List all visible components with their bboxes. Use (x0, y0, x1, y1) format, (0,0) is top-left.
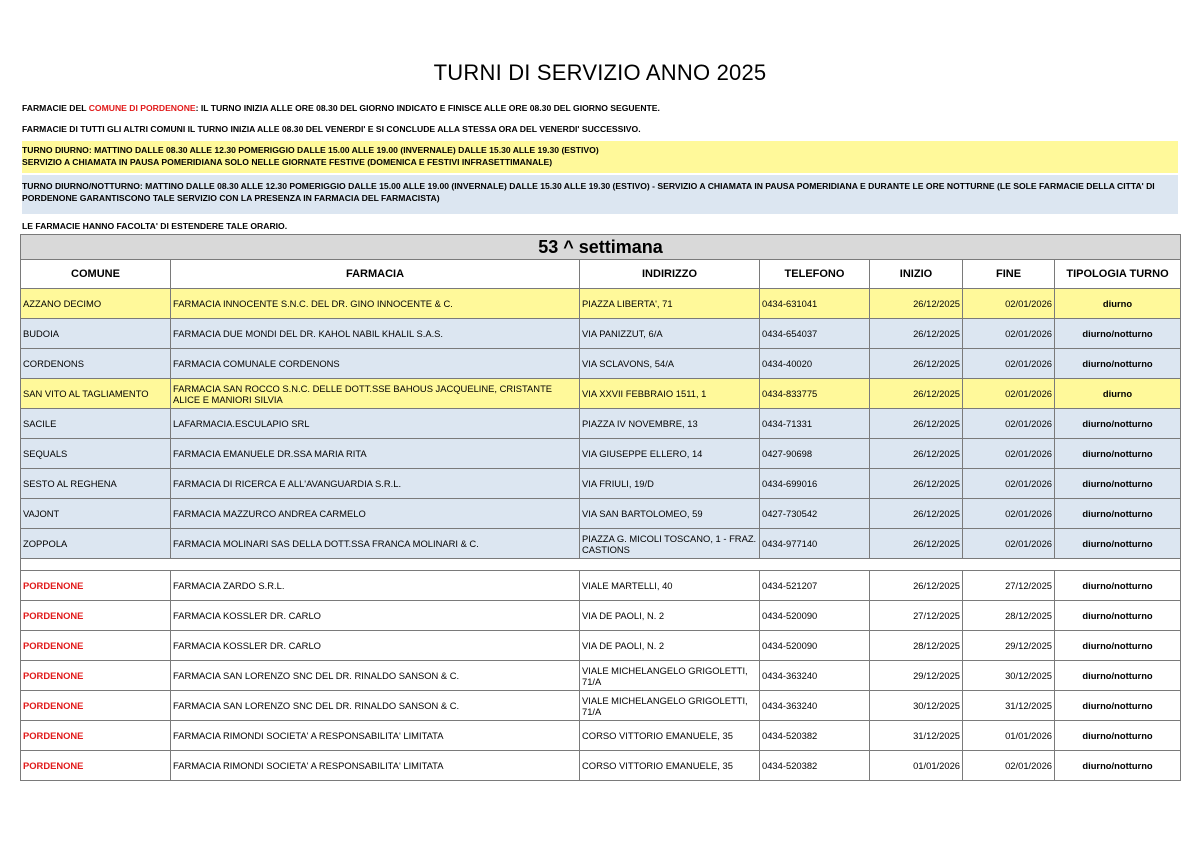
cell-comune: ZOPPOLA (21, 529, 171, 559)
cell-comune: PORDENONE (21, 691, 171, 721)
cell-indirizzo: VIALE MARTELLI, 40 (580, 571, 760, 601)
cell-inizio: 01/01/2026 (870, 751, 963, 781)
page-title: TURNI DI SERVIZIO ANNO 2025 (433, 60, 767, 85)
cell-indirizzo: VIA FRIULI, 19/D (580, 469, 760, 499)
cell-tipologia: diurno/notturno (1055, 751, 1181, 781)
cell-farmacia: FARMACIA COMUNALE CORDENONS (171, 349, 580, 379)
cell-farmacia: FARMACIA RIMONDI SOCIETA' A RESPONSABILITA' LIMITATA (171, 751, 580, 781)
cell-telefono: 0434-631041 (760, 289, 870, 319)
table-row (21, 349, 1181, 379)
cell-farmacia: FARMACIA DUE MONDI DEL DR. KAHOL NABIL KHALIL S.A.S. (171, 319, 580, 349)
cell-farmacia: FARMACIA INNOCENTE S.N.C. DEL DR. GINO INNOCENTE & C. (171, 289, 580, 319)
cell-inizio: 26/12/2025 (870, 571, 963, 601)
cell-fine: 02/01/2026 (963, 439, 1055, 469)
cell-comune: CORDENONS (21, 349, 171, 379)
cell-telefono: 0434-521207 (760, 571, 870, 601)
note-orario: LE FARMACIE HANNO FACOLTA' DI ESTENDERE TALE ORARIO. (22, 221, 288, 231)
cell-indirizzo: VIALE MICHELANGELO GRIGOLETTI, 71/A (580, 661, 760, 691)
cell-fine: 01/01/2026 (963, 721, 1055, 751)
cell-comune: PORDENONE (21, 601, 171, 631)
cell-inizio: 26/12/2025 (870, 379, 963, 409)
cell-fine: 02/01/2026 (963, 349, 1055, 379)
cell-fine: 31/12/2025 (963, 691, 1055, 721)
cell-comune: VAJONT (21, 499, 171, 529)
cell-telefono: 0434-977140 (760, 529, 870, 559)
cell-indirizzo: VIA SCLAVONS, 54/A (580, 349, 760, 379)
col-header-inizio: INIZIO (870, 260, 963, 289)
cell-indirizzo: VIA GIUSEPPE ELLERO, 14 (580, 439, 760, 469)
cell-comune: PORDENONE (21, 721, 171, 751)
cell-telefono: 0434-520090 (760, 601, 870, 631)
cell-tipologia: diurno/notturno (1055, 661, 1181, 691)
cell-comune: SAN VITO AL TAGLIAMENTO (21, 379, 171, 409)
cell-tipologia: diurno/notturno (1055, 499, 1181, 529)
turni-table (20, 234, 1181, 781)
cell-inizio: 26/12/2025 (870, 319, 963, 349)
cell-comune: PORDENONE (21, 631, 171, 661)
col-header-fine: FINE (963, 260, 1055, 289)
cell-tipologia: diurno/notturno (1055, 631, 1181, 661)
spacer-row (21, 559, 1181, 571)
pordenone-row (21, 721, 1181, 751)
cell-tipologia: diurno/notturno (1055, 601, 1181, 631)
column-header-row (21, 260, 1181, 289)
cell-farmacia: FARMACIA SAN LORENZO SNC DEL DR. RINALDO SANSON & C. (171, 691, 580, 721)
pordenone-row (21, 751, 1181, 781)
cell-fine: 02/01/2026 (963, 751, 1055, 781)
pordenone-row (21, 661, 1181, 691)
cell-inizio: 26/12/2025 (870, 409, 963, 439)
cell-telefono: 0434-833775 (760, 379, 870, 409)
cell-farmacia: FARMACIA KOSSLER DR. CARLO (171, 601, 580, 631)
cell-tipologia: diurno/notturno (1055, 439, 1181, 469)
cell-farmacia: FARMACIA MOLINARI SAS DELLA DOTT.SSA FRANCA MOLINARI & C. (171, 529, 580, 559)
cell-comune: BUDOIA (21, 319, 171, 349)
pordenone-row (21, 601, 1181, 631)
cell-fine: 02/01/2026 (963, 319, 1055, 349)
cell-farmacia: FARMACIA ZARDO S.R.L. (171, 571, 580, 601)
cell-fine: 02/01/2026 (963, 409, 1055, 439)
cell-telefono: 0434-363240 (760, 691, 870, 721)
cell-telefono: 0427-730542 (760, 499, 870, 529)
cell-indirizzo: CORSO VITTORIO EMANUELE, 35 (580, 721, 760, 751)
note-turno-diurno-line1: TURNO DIURNO: MATTINO DALLE 08.30 ALLE 12.30 POMERIGGIO DALLE 15.00 ALLE 19.00 (INVERNALE) DALLE 15.30 ALLE 19.30 (ESTIVO) (22, 145, 599, 155)
cell-fine: 02/01/2026 (963, 469, 1055, 499)
cell-telefono: 0434-40020 (760, 349, 870, 379)
cell-telefono: 0434-699016 (760, 469, 870, 499)
cell-farmacia: FARMACIA SAN ROCCO S.N.C. DELLE DOTT.SSE BAHOUS JACQUELINE, CRISTANTE ALICE E MANIORI SILVIA (171, 379, 580, 409)
cell-fine: 30/12/2025 (963, 661, 1055, 691)
cell-fine: 02/01/2026 (963, 499, 1055, 529)
cell-comune: PORDENONE (21, 751, 171, 781)
cell-telefono: 0434-363240 (760, 661, 870, 691)
spacer-cell (21, 559, 1181, 571)
cell-inizio: 26/12/2025 (870, 289, 963, 319)
cell-indirizzo: VIA DE PAOLI, N. 2 (580, 601, 760, 631)
cell-comune: PORDENONE (21, 661, 171, 691)
cell-fine: 02/01/2026 (963, 289, 1055, 319)
cell-inizio: 31/12/2025 (870, 721, 963, 751)
cell-comune: SESTO AL REGHENA (21, 469, 171, 499)
cell-indirizzo: PIAZZA G. MICOLI TOSCANO, 1 - FRAZ. CASTIONS (580, 529, 760, 559)
cell-comune: PORDENONE (21, 571, 171, 601)
note-comune-highlight: COMUNE DI PORDENONE (88, 103, 196, 113)
week-label: 53 ^ settimana (21, 235, 1181, 260)
cell-tipologia: diurno/notturno (1055, 571, 1181, 601)
cell-indirizzo: PIAZZA IV NOVEMBRE, 13 (580, 409, 760, 439)
cell-fine: 28/12/2025 (963, 601, 1055, 631)
cell-farmacia: FARMACIA DI RICERCA E ALL'AVANGUARDIA S.R.L. (171, 469, 580, 499)
cell-fine: 02/01/2026 (963, 379, 1055, 409)
table-row (21, 379, 1181, 409)
cell-comune: AZZANO DECIMO (21, 289, 171, 319)
cell-indirizzo: VIA SAN BARTOLOMEO, 59 (580, 499, 760, 529)
cell-tipologia: diurno/notturno (1055, 409, 1181, 439)
note-pordenone-schedule (22, 102, 1178, 114)
cell-farmacia: FARMACIA KOSSLER DR. CARLO (171, 631, 580, 661)
cell-inizio: 26/12/2025 (870, 499, 963, 529)
cell-comune: SACILE (21, 409, 171, 439)
note-prefix: FARMACIE DEL (22, 103, 89, 113)
cell-farmacia: LAFARMACIA.ESCULAPIO SRL (171, 409, 580, 439)
note-suffix: : IL TURNO INIZIA ALLE ORE 08.30 DEL GIORNO INDICATO E FINISCE ALLE ORE 08.30 DEL GIORNO SEGUENTE. (195, 103, 660, 113)
cell-telefono: 0434-71331 (760, 409, 870, 439)
cell-inizio: 29/12/2025 (870, 661, 963, 691)
cell-tipologia: diurno/notturno (1055, 691, 1181, 721)
cell-indirizzo: VIA DE PAOLI, N. 2 (580, 631, 760, 661)
table-row (21, 529, 1181, 559)
cell-telefono: 0427-90698 (760, 439, 870, 469)
col-header-telefono: TELEFONO (760, 260, 870, 289)
cell-farmacia: FARMACIA MAZZURCO ANDREA CARMELO (171, 499, 580, 529)
cell-inizio: 30/12/2025 (870, 691, 963, 721)
cell-tipologia: diurno/notturno (1055, 319, 1181, 349)
cell-fine: 27/12/2025 (963, 571, 1055, 601)
pordenone-row (21, 571, 1181, 601)
cell-tipologia: diurno/notturno (1055, 469, 1181, 499)
col-header-comune: COMUNE (21, 260, 171, 289)
col-header-tipologia: TIPOLOGIA TURNO (1055, 260, 1181, 289)
col-header-indirizzo: INDIRIZZO (580, 260, 760, 289)
cell-inizio: 28/12/2025 (870, 631, 963, 661)
cell-inizio: 26/12/2025 (870, 529, 963, 559)
cell-fine: 29/12/2025 (963, 631, 1055, 661)
cell-tipologia: diurno (1055, 379, 1181, 409)
cell-tipologia: diurno (1055, 289, 1181, 319)
cell-indirizzo: VIALE MICHELANGELO GRIGOLETTI, 71/A (580, 691, 760, 721)
pordenone-row (21, 631, 1181, 661)
table-row (21, 439, 1181, 469)
table-row (21, 409, 1181, 439)
col-header-farmacia: FARMACIA (171, 260, 580, 289)
cell-telefono: 0434-654037 (760, 319, 870, 349)
cell-tipologia: diurno/notturno (1055, 529, 1181, 559)
cell-farmacia: FARMACIA RIMONDI SOCIETA' A RESPONSABILITA' LIMITATA (171, 721, 580, 751)
cell-telefono: 0434-520090 (760, 631, 870, 661)
cell-inizio: 26/12/2025 (870, 439, 963, 469)
cell-indirizzo: CORSO VITTORIO EMANUELE, 35 (580, 751, 760, 781)
cell-inizio: 26/12/2025 (870, 469, 963, 499)
table-row (21, 289, 1181, 319)
table-row (21, 499, 1181, 529)
cell-indirizzo: PIAZZA LIBERTA', 71 (580, 289, 760, 319)
cell-comune: SEQUALS (21, 439, 171, 469)
table-row (21, 469, 1181, 499)
cell-telefono: 0434-520382 (760, 751, 870, 781)
cell-farmacia: FARMACIA EMANUELE DR.SSA MARIA RITA (171, 439, 580, 469)
table-row (21, 319, 1181, 349)
note-other-comuni: FARMACIE DI TUTTI GLI ALTRI COMUNI IL TURNO INIZIA ALLE 08.30 DEL VENERDI' E SI CONCLUDE ALLA STESSA ORA DEL VENERDI' SUCCESSIVO. (22, 124, 641, 134)
cell-indirizzo: VIA PANIZZUT, 6/A (580, 319, 760, 349)
pordenone-row (21, 691, 1181, 721)
cell-tipologia: diurno/notturno (1055, 349, 1181, 379)
note-turno-diurno-notturno: TURNO DIURNO/NOTTURNO: MATTINO DALLE 08.30 ALLE 12.30 POMERIGGIO DALLE 15.00 ALLE 19.00 (INVERNALE) DALLE 15.30 ALLE 19.30 (ESTIVO) - SERVIZIO A CHIAMATA IN PAUSA POMERIDIANA E DURANTE LE ORE NOTTURNE (LE SOLE FARMACIE DELLA CITTA' DI PORDENONE GARANTISCONO TALE SERVIZIO CON LA PRESENZA IN FARMACIA DEL FARMACISTA) (22, 175, 1178, 214)
cell-indirizzo: VIA XXVII FEBBRAIO 1511, 1 (580, 379, 760, 409)
cell-inizio: 26/12/2025 (870, 349, 963, 379)
cell-fine: 02/01/2026 (963, 529, 1055, 559)
cell-inizio: 27/12/2025 (870, 601, 963, 631)
cell-farmacia: FARMACIA SAN LORENZO SNC DEL DR. RINALDO SANSON & C. (171, 661, 580, 691)
cell-tipologia: diurno/notturno (1055, 721, 1181, 751)
cell-telefono: 0434-520382 (760, 721, 870, 751)
note-turno-diurno-line2: SERVIZIO A CHIAMATA IN PAUSA POMERIDIANA SOLO NELLE GIORNATE FESTIVE (DOMENICA E FESTIVI INFRASETTIMANALE) (22, 157, 553, 167)
note-turno-diurno (22, 141, 1178, 173)
week-header-row (21, 235, 1181, 260)
